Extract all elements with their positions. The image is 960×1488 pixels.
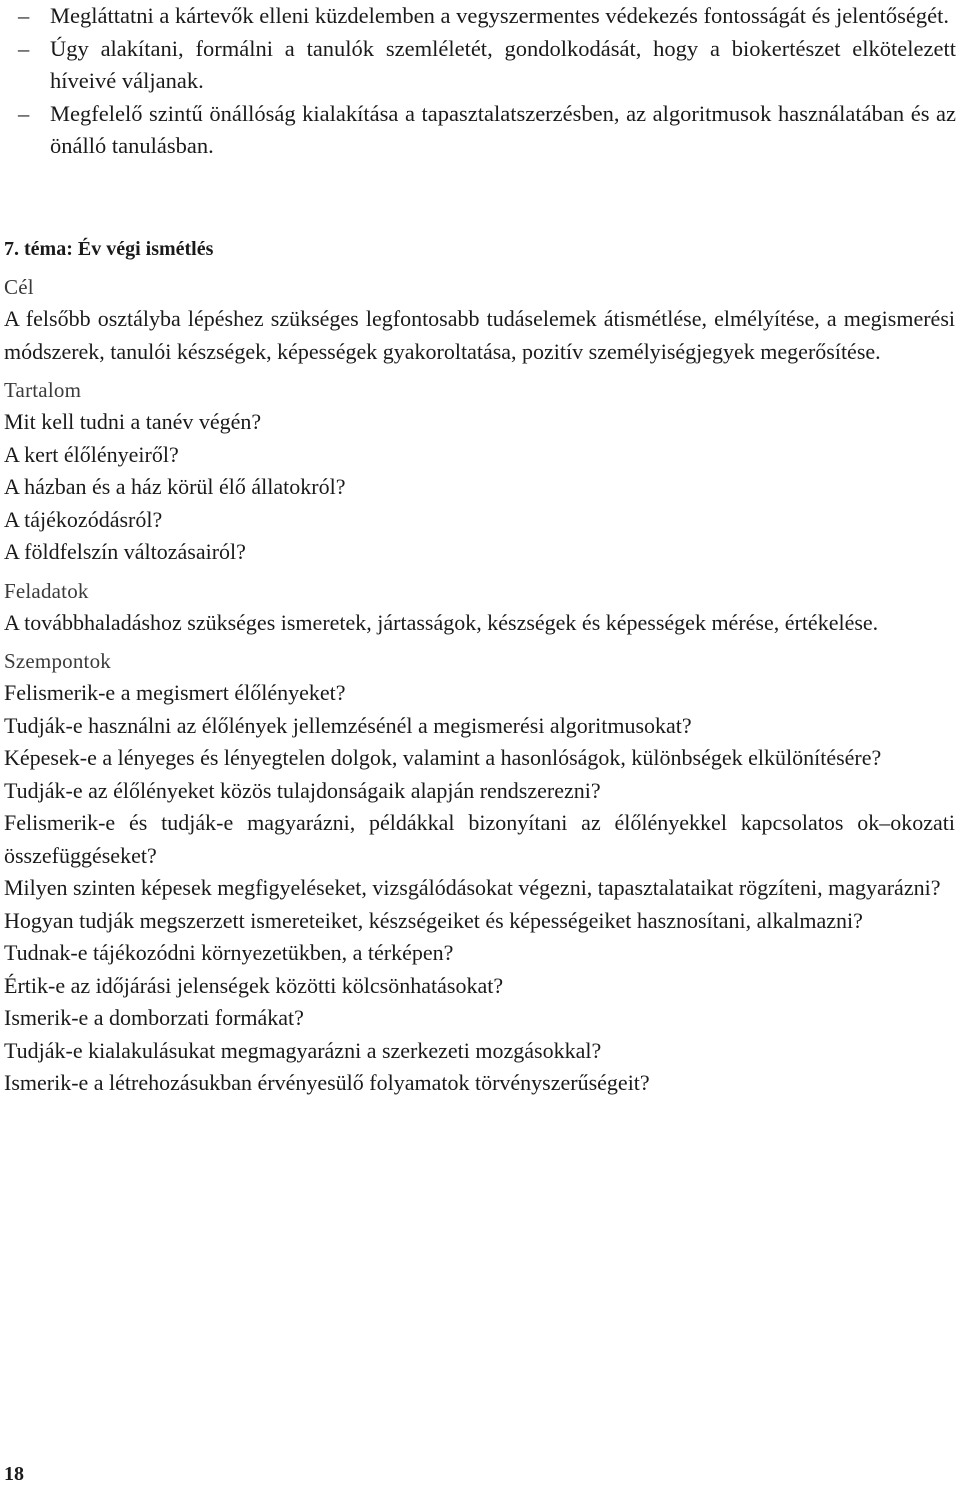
objective-item (18, 33, 956, 98)
goal-text: A felsőbb osztályba lépéshez szükséges legfontosabb tudáselemek átismétlése, elmélyítése, a megismerési módszerek, tanulói készségek, képességek gyakoroltatása, pozitív személyiségjegyek megerősítése. (4, 306, 955, 364)
content-line: A tájékozódásról? (4, 506, 163, 532)
criteria-heading: Szempontok (4, 649, 111, 673)
objective-item (18, 98, 956, 163)
criteria-line: Ismerik-e a létrehozásukban érvényesülő folyamatok törvényszerűségeit? (4, 1070, 650, 1095)
topic-section (4, 233, 955, 1106)
tasks-text: A továbbhaladáshoz szükséges ismeretek, jártasságok, készségek és képességek mérése, értékelése. (4, 609, 879, 635)
criteria-line: Tudják-e használni az élőlények jellemzésénél a megismerési algoritmusokat? (4, 712, 692, 738)
goal-block (4, 271, 955, 368)
page-number: 18 (4, 1463, 24, 1485)
criteria-line: Felismerik-e és tudják-e magyarázni, példákkal bizonyítani az élőlényekkel kapcsolatos ok–okozati összefüggéseket? (4, 810, 955, 868)
criteria-line: Milyen szinten képesek megfigyeléseket, vizsgálódásokat végezni, tapasztalataikat rögzíteni, magyarázni? (4, 875, 941, 900)
criteria-line: Tudják-e kialakulásukat megmagyarázni a szerkezeti mozgásokkal? (4, 1037, 602, 1063)
objective-text: Megláttatni a kártevők elleni küzdelemben a vegyszermentes védekezés fontosságát és jelentőségét. (50, 3, 950, 28)
objectives-list (18, 0, 956, 163)
content-heading: Tartalom (4, 378, 82, 402)
content-line: A kert élőlényeiről? (4, 441, 179, 467)
content-line: Mit kell tudni a tanév végén? (4, 409, 262, 434)
objective-item (18, 0, 956, 33)
section-title: 7. téma: Év végi ismétlés (4, 238, 214, 260)
dash-marker: – (18, 3, 30, 28)
criteria-line: Hogyan tudják megszerzett ismereteiket, készségeiket és képességeiket hasznosítani, alkalmazni? (4, 907, 863, 933)
objective-text: Úgy alakítani, formálni a tanulók szemléletét, gondolkodását, hogy a biokertészet elkötelezett híveivé váljanak. (50, 35, 956, 93)
dash-marker: – (18, 100, 30, 126)
criteria-line: Tudják-e az élőlényeket közös tulajdonságaik alapján rendszerezni? (4, 777, 601, 803)
criteria-line: Tudnak-e tájékozódni környezetükben, a térképen? (4, 940, 454, 965)
criteria-line: Felismerik-e a megismert élőlényeket? (4, 680, 346, 705)
criteria-line: Képesek-e a lényeges és lényegtelen dolgok, valamint a hasonlóságok, különbségek elkülönítésére? (4, 745, 882, 770)
content-block (4, 374, 955, 569)
criteria-line: Értik-e az időjárási jelenségek közötti kölcsönhatásokat? (4, 972, 504, 998)
objective-text: Megfelelő szintű önállóság kialakítása a tapasztalatszerzésben, az algoritmusok használatában és az önálló tanulásban. (50, 100, 956, 158)
criteria-line: Ismerik-e a domborzati formákat? (4, 1005, 304, 1030)
content-line: A földfelszín változásairól? (4, 539, 246, 564)
tasks-block (4, 575, 955, 640)
content-line: A házban és a ház körül élő állatokról? (4, 474, 346, 499)
goal-heading: Cél (4, 275, 34, 299)
tasks-heading: Feladatok (4, 578, 89, 603)
dash-marker: – (18, 35, 30, 61)
criteria-block (4, 645, 955, 1100)
